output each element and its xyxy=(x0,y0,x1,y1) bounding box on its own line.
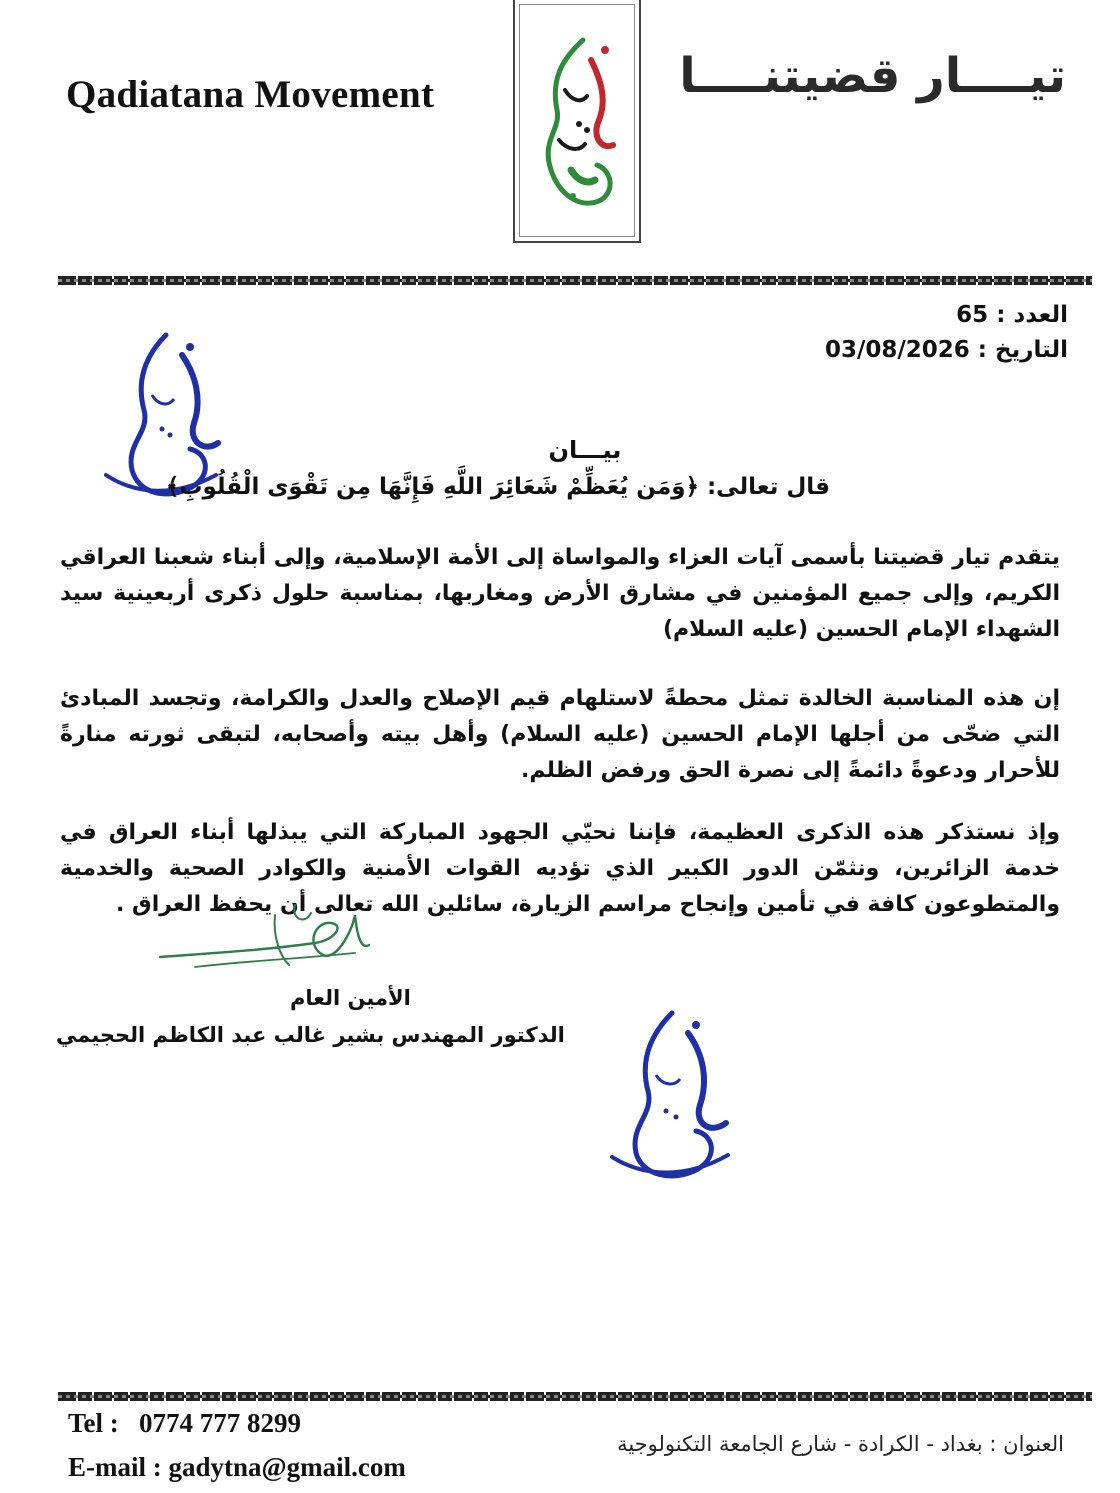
signatory-title: الأمين العام xyxy=(290,986,411,1010)
quran-verse: قال تعالى: ﴿وَمَن يُعَظِّمْ شَعَائِرَ اللَّهِ فَإِنَّهَا مِن تَقْوَى الْقُلُوبِ﴾ xyxy=(165,474,830,500)
org-name-arabic: تيــــار قضيتنــــا xyxy=(679,48,1066,104)
stamp-bottom xyxy=(596,1003,746,1192)
stamp-calligraphy-icon xyxy=(596,1003,746,1188)
reference-number: العدد : 65 xyxy=(956,302,1068,328)
reference-date: التاريخ : 03/08/2026 xyxy=(824,337,1068,363)
footer-phone: Tel : 0774 777 8299 xyxy=(68,1408,302,1438)
org-name-english: Qadiatana Movement xyxy=(66,73,435,116)
paragraph: يتقدم تيار قضيتنا بأسمى آيات العزاء والمواساة إلى الأمة الإسلامية، وإلى أبناء شعبنا العراقي الكريم، وإلى جميع المؤمنين في مشارق الأرض ومغاربها، بمناسبة حلول ذكرى أربعينية سيد الشهداء الإمام الحسين (عليه السلام) xyxy=(60,545,1060,642)
logo-calligraphy-icon xyxy=(521,20,633,225)
footer-divider xyxy=(58,1392,1092,1401)
logo xyxy=(513,0,641,243)
header-divider xyxy=(58,276,1092,285)
handwritten-signature xyxy=(155,895,385,989)
paragraph: إن هذه المناسبة الخالدة تمثل محطةً لاستلهام قيم الإصلاح والعدل والكرامة، وتجسد المبادئ التي ضحّى من أجلها الإمام الحسين (عليه السلام) وأهل بيته وأصحابه، لتبقى ثورته منارةً للأحرار ودعوةً دائمةً إلى نصرة الحق ورفض الظلم. xyxy=(60,686,1060,783)
footer-email: E-mail : gadytna@gmail.com xyxy=(68,1452,406,1482)
paragraph: وإذ نستذكر هذه الذكرى العظيمة، فإننا نحيّي الجهود المباركة التي يبذلها أبناء العراق في خدمة الزائرين، ونثمّن الدور الكبير الذي تؤديه القوات الأمنية والكوادر الصحية والخدمية والمتطوعون كافة في تأمين وإنجاح مراسم الزيارة، سائلين الله تعالى أن يحفظ العراق . xyxy=(60,820,1060,917)
signatory-name: الدكتور المهندس بشير غالب عبد الكاظم الحجيمي xyxy=(56,1023,565,1047)
statement-title: بيـــان xyxy=(548,436,622,464)
footer-address: العنوان : بغداد - الكرادة - شارع الجامعة التكنولوجية xyxy=(617,1432,1064,1456)
